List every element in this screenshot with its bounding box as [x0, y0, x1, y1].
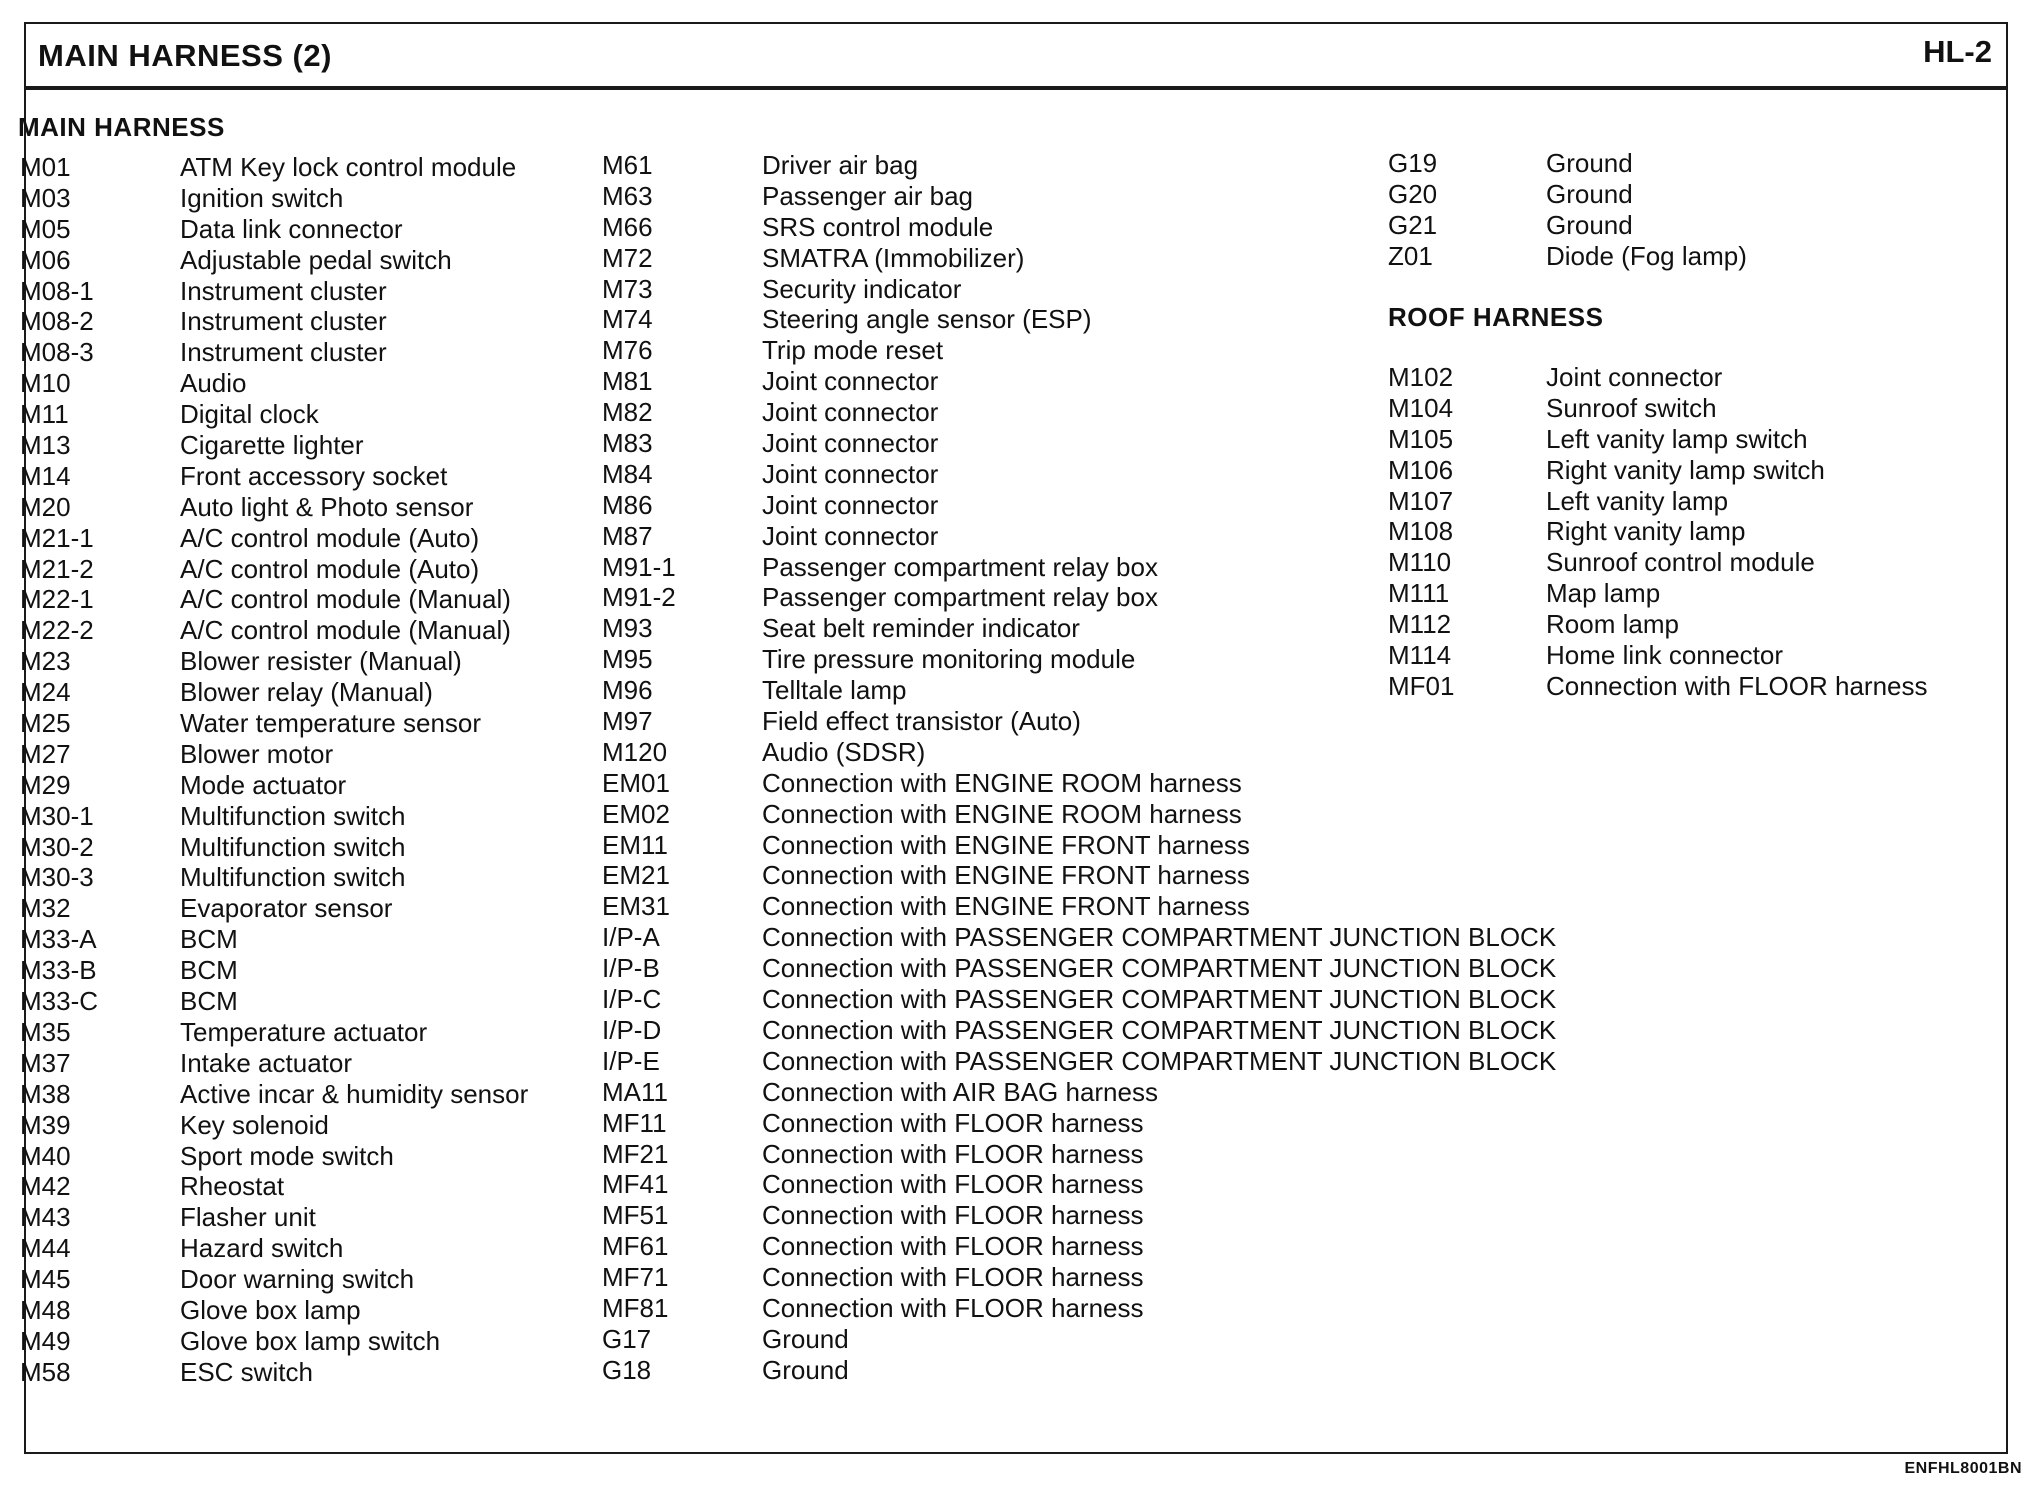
connector-entry — [20, 1264, 580, 1295]
connector-description: Connection with ENGINE ROOM harness — [762, 767, 1242, 798]
connector-description: Joint connector — [762, 489, 939, 520]
connector-code: M72 — [602, 242, 653, 273]
connector-entry — [20, 677, 580, 708]
connector-entry — [602, 737, 1662, 768]
connector-code: M14 — [20, 460, 71, 491]
connector-entry — [602, 1262, 1662, 1293]
connector-code: G21 — [1388, 209, 1438, 240]
connector-entry — [1388, 640, 1978, 671]
connector-entry — [1388, 393, 1978, 424]
connector-entry — [20, 337, 580, 368]
roof-harness-list — [1388, 362, 1978, 702]
connector-code: M105 — [1388, 423, 1454, 454]
connector-entry — [20, 430, 580, 461]
connector-entry — [1388, 516, 1978, 547]
connector-entry — [602, 1108, 1662, 1139]
connector-description: Ground — [762, 1323, 849, 1354]
connector-description: Joint connector — [1546, 362, 1723, 392]
connector-entry — [602, 1355, 1662, 1386]
connector-description: Connection with ENGINE FRONT harness — [762, 860, 1250, 891]
connector-code: M20 — [20, 491, 71, 522]
connector-code: M87 — [602, 520, 653, 551]
connector-code: MF51 — [602, 1200, 669, 1231]
connector-entry — [602, 1015, 1662, 1046]
connector-description: Cigarette lighter — [180, 430, 364, 461]
connector-description: Connection with ENGINE FRONT harness — [762, 891, 1250, 922]
header-bar — [26, 24, 2006, 90]
connector-description: Seat belt reminder indicator — [762, 613, 1080, 644]
connector-description: Blower relay (Manual) — [180, 677, 433, 708]
connector-entry — [20, 461, 580, 492]
connector-description: Glove box lamp switch — [180, 1325, 441, 1356]
connector-entry — [602, 799, 1662, 830]
connector-code: M25 — [20, 708, 71, 739]
connector-entry — [602, 830, 1662, 861]
connector-entry — [1388, 486, 1978, 517]
connector-description: BCM — [180, 955, 238, 986]
connector-code: M27 — [20, 738, 71, 769]
connector-entry — [602, 274, 1662, 305]
connector-code: M33-A — [20, 924, 97, 955]
connector-entry — [20, 986, 580, 1017]
connector-code: M86 — [602, 489, 653, 520]
connector-description: Right vanity lamp switch — [1546, 454, 1825, 485]
connector-entry — [602, 1200, 1662, 1231]
connector-description: Passenger air bag — [762, 180, 974, 211]
connector-code: M01 — [20, 152, 71, 182]
connector-entry — [1388, 609, 1978, 640]
connector-code: I/P-D — [602, 1014, 662, 1045]
connector-description: A/C control module (Manual) — [180, 584, 511, 615]
connector-entry — [602, 1139, 1662, 1170]
connector-code: G18 — [602, 1354, 652, 1385]
connector-code: EM11 — [602, 829, 668, 860]
connector-description: Trip mode reset — [762, 335, 944, 366]
connector-code: M97 — [602, 706, 653, 737]
connector-code: M84 — [602, 458, 653, 489]
connector-code: M108 — [1388, 516, 1454, 547]
connector-code: MF11 — [602, 1107, 667, 1138]
connector-entry — [20, 955, 580, 986]
connector-description: Instrument cluster — [180, 337, 387, 368]
connector-entry — [602, 1231, 1662, 1262]
connector-code: M63 — [602, 180, 653, 211]
connector-code: I/P-A — [602, 922, 660, 953]
connector-code: M58 — [20, 1356, 71, 1387]
connector-description: Door warning switch — [180, 1264, 415, 1295]
connector-description: Connection with FLOOR harness — [762, 1262, 1144, 1293]
connector-entry — [20, 1048, 580, 1079]
connector-entry — [602, 1046, 1662, 1077]
connector-entry — [1388, 148, 1978, 179]
connector-code: M91-2 — [602, 582, 676, 613]
connector-code: M24 — [20, 677, 71, 708]
connector-description: Data link connector — [180, 213, 403, 244]
connector-code: M22-1 — [20, 584, 94, 615]
connector-code: M11 — [20, 399, 69, 430]
connector-description: Left vanity lamp — [1546, 485, 1729, 516]
connector-code: MA11 — [602, 1076, 668, 1107]
connector-description: SMATRA (Immobilizer) — [762, 242, 1025, 273]
connector-description: Connection with FLOOR harness — [762, 1169, 1144, 1200]
connector-entry — [20, 615, 580, 646]
connector-code: M08-2 — [20, 306, 94, 337]
connector-entry — [20, 214, 580, 245]
connector-code: G20 — [1388, 178, 1438, 209]
connector-code: M76 — [602, 335, 653, 366]
connector-description: Instrument cluster — [180, 275, 387, 306]
main-harness-column-3 — [1388, 148, 1978, 272]
connector-description: Ground — [762, 1354, 849, 1385]
connector-description: Digital clock — [180, 399, 319, 430]
connector-code: M22-2 — [20, 615, 94, 646]
connector-description: Connection with PASSENGER COMPARTMENT JUNCTION BLOCK — [762, 1014, 1557, 1045]
connector-description: Passenger compartment relay box — [762, 582, 1158, 613]
connector-description: Multifunction switch — [180, 800, 406, 831]
connector-entry — [20, 554, 580, 585]
connector-entry — [602, 891, 1662, 922]
connector-entry — [20, 924, 580, 955]
connector-code: M08-3 — [20, 337, 94, 368]
connector-code: M93 — [602, 613, 653, 644]
connector-description: Connection with FLOOR harness — [762, 1107, 1144, 1138]
connector-entry — [20, 152, 580, 183]
connector-description: Temperature actuator — [180, 1016, 428, 1047]
connector-description: Audio — [180, 368, 247, 399]
connector-code: I/P-C — [602, 984, 662, 1015]
connector-code: M35 — [20, 1016, 71, 1047]
connector-description: Key solenoid — [180, 1109, 329, 1140]
connector-entry — [20, 523, 580, 554]
connector-description: Connection with PASSENGER COMPARTMENT JUNCTION BLOCK — [762, 953, 1557, 984]
connector-code: M111 — [1388, 578, 1450, 609]
connector-entry — [20, 276, 580, 307]
connector-entry — [20, 708, 580, 739]
connector-entry — [20, 368, 580, 399]
connector-code: M66 — [602, 211, 653, 242]
connector-description: Map lamp — [1546, 578, 1661, 609]
connector-code: MF41 — [602, 1169, 669, 1200]
connector-entry — [1388, 241, 1978, 272]
connector-entry — [1388, 362, 1978, 393]
connector-code: M61 — [602, 150, 653, 180]
connector-code: EM01 — [602, 767, 670, 798]
connector-code: M120 — [602, 736, 668, 767]
connector-code: I/P-B — [602, 953, 660, 984]
connector-description: SRS control module — [762, 211, 994, 242]
connector-description: Tire pressure monitoring module — [762, 644, 1136, 675]
connector-code: MF61 — [602, 1231, 669, 1262]
connector-code: G19 — [1388, 148, 1438, 178]
connector-description: Ground — [1546, 209, 1633, 240]
connector-entry — [20, 801, 580, 832]
connector-description: Telltale lamp — [762, 675, 907, 706]
page-title: MAIN HARNESS (2) — [38, 38, 332, 73]
connector-entry — [20, 1295, 580, 1326]
connector-description: Hazard switch — [180, 1233, 344, 1264]
main-harness-column-1 — [20, 152, 580, 1388]
connector-code: MF01 — [1388, 670, 1455, 701]
connector-description: A/C control module (Auto) — [180, 522, 480, 553]
connector-description: Blower motor — [180, 738, 334, 769]
connector-description: Front accessory socket — [180, 460, 448, 491]
connector-description: BCM — [180, 986, 238, 1017]
connector-entry — [20, 893, 580, 924]
connector-description: Multifunction switch — [180, 831, 406, 862]
connector-description: A/C control module (Manual) — [180, 615, 511, 646]
connector-code: M30-1 — [20, 800, 94, 831]
connector-code: M40 — [20, 1140, 71, 1171]
connector-code: M29 — [20, 769, 71, 800]
connector-code: M102 — [1388, 362, 1454, 392]
connector-description: Joint connector — [762, 366, 939, 397]
connector-entry — [20, 770, 580, 801]
page-code: HL-2 — [1923, 34, 1992, 69]
connector-description: Sport mode switch — [180, 1140, 394, 1171]
connector-description: Home link connector — [1546, 640, 1783, 671]
connector-code: M114 — [1388, 640, 1452, 671]
connector-description: Right vanity lamp — [1546, 516, 1746, 547]
connector-entry — [20, 1017, 580, 1048]
connector-code: M21-1 — [20, 522, 94, 553]
connector-code: M74 — [602, 304, 653, 335]
connector-code: M42 — [20, 1171, 71, 1202]
connector-code: M10 — [20, 368, 71, 399]
connector-description: Field effect transistor (Auto) — [762, 706, 1081, 737]
connector-description: Joint connector — [762, 520, 939, 551]
connector-entry — [20, 1141, 580, 1172]
connector-description: ESC switch — [180, 1356, 313, 1387]
connector-description: Sunroof switch — [1546, 392, 1717, 423]
connector-code: M05 — [20, 213, 71, 244]
connector-description: Ground — [1546, 148, 1633, 178]
main-harness-heading: MAIN HARNESS — [18, 112, 225, 142]
connector-code: M81 — [602, 366, 653, 397]
connector-code: Z01 — [1388, 240, 1433, 271]
main-harness-column-2 — [602, 150, 1662, 1386]
connector-entry — [20, 832, 580, 863]
connector-description: Adjustable pedal switch — [180, 244, 452, 275]
connector-description: Diode (Fog lamp) — [1546, 240, 1747, 271]
connector-entry — [1388, 424, 1978, 455]
connector-entry — [1388, 210, 1978, 241]
connector-code: M83 — [602, 428, 653, 459]
connector-code: I/P-E — [602, 1045, 660, 1076]
connector-description: Connection with ENGINE FRONT harness — [762, 829, 1250, 860]
connector-description: Room lamp — [1546, 609, 1679, 640]
connector-code: EM31 — [602, 891, 670, 922]
connector-description: Glove box lamp — [180, 1294, 361, 1325]
connector-entry — [20, 646, 580, 677]
connector-description: Active incar & humidity sensor — [180, 1078, 529, 1109]
connector-entry — [602, 1324, 1662, 1355]
connector-code: EM02 — [602, 798, 670, 829]
connector-description: Steering angle sensor (ESP) — [762, 304, 1092, 335]
connector-entry — [1388, 671, 1978, 702]
connector-description: Security indicator — [762, 273, 962, 304]
connector-entry — [602, 860, 1662, 891]
connector-description: Rheostat — [180, 1171, 285, 1202]
connector-code: M43 — [20, 1202, 71, 1233]
connector-entry — [20, 739, 580, 770]
connector-entry — [602, 768, 1662, 799]
connector-description: Connection with FLOOR harness — [1546, 670, 1928, 701]
connector-entry — [1388, 578, 1978, 609]
connector-code: M39 — [20, 1109, 71, 1140]
connector-code: M104 — [1388, 392, 1454, 423]
connector-code: M91-1 — [602, 551, 676, 582]
connector-description: BCM — [180, 924, 238, 955]
connector-entry — [602, 1293, 1662, 1324]
connector-entry — [20, 492, 580, 523]
connector-code: M23 — [20, 646, 71, 677]
connector-entry — [602, 984, 1662, 1015]
connector-code: M110 — [1388, 547, 1452, 578]
connector-entry — [20, 1110, 580, 1141]
connector-description: Joint connector — [762, 428, 939, 459]
connector-entry — [1388, 179, 1978, 210]
connector-code: EM21 — [602, 860, 670, 891]
connector-description: ATM Key lock control module — [180, 152, 517, 182]
connector-description: Audio (SDSR) — [762, 736, 926, 767]
connector-entry — [1388, 455, 1978, 486]
connector-code: MF21 — [602, 1138, 669, 1169]
figure-code: ENFHL8001BN — [1904, 1460, 2022, 1477]
connector-entry — [20, 862, 580, 893]
connector-description: Flasher unit — [180, 1202, 316, 1233]
connector-entry — [20, 183, 580, 214]
connector-entry — [20, 584, 580, 615]
connector-entry — [602, 922, 1662, 953]
connector-entry — [602, 706, 1662, 737]
connector-code: M32 — [20, 893, 71, 924]
connector-description: Connection with FLOOR harness — [762, 1292, 1144, 1323]
connector-code: M96 — [602, 675, 653, 706]
connector-description: Blower resister (Manual) — [180, 646, 462, 677]
roof-harness-heading: ROOF HARNESS — [1388, 302, 1604, 332]
connector-entry — [602, 1169, 1662, 1200]
connector-entry — [20, 245, 580, 276]
connector-code: MF71 — [602, 1262, 669, 1293]
connector-description: Ignition switch — [180, 182, 344, 213]
connector-code: M21-2 — [20, 553, 94, 584]
connector-entry — [602, 953, 1662, 984]
connector-description: Connection with AIR BAG harness — [762, 1076, 1158, 1107]
connector-code: M106 — [1388, 454, 1454, 485]
connector-description: Connection with PASSENGER COMPARTMENT JUNCTION BLOCK — [762, 1045, 1557, 1076]
connector-description: Evaporator sensor — [180, 893, 393, 924]
connector-description: Connection with PASSENGER COMPARTMENT JUNCTION BLOCK — [762, 922, 1557, 953]
connector-description: Mode actuator — [180, 769, 347, 800]
connector-code: M73 — [602, 273, 653, 304]
connector-code: M03 — [20, 182, 71, 213]
connector-description: Connection with FLOOR harness — [762, 1138, 1144, 1169]
connector-description: Joint connector — [762, 397, 939, 428]
connector-code: M06 — [20, 244, 71, 275]
connector-code: M13 — [20, 430, 71, 461]
connector-description: Passenger compartment relay box — [762, 551, 1158, 582]
connector-entry — [20, 1202, 580, 1233]
connector-entry — [20, 1233, 580, 1264]
connector-entry — [20, 1357, 580, 1388]
connector-description: Auto light & Photo sensor — [180, 491, 474, 522]
connector-code: M45 — [20, 1264, 71, 1295]
connector-description: Connection with FLOOR harness — [762, 1231, 1144, 1262]
connector-code: M44 — [20, 1233, 71, 1264]
connector-code: M49 — [20, 1325, 71, 1356]
connector-code: M33-B — [20, 955, 97, 986]
connector-description: A/C control module (Auto) — [180, 553, 480, 584]
connector-code: M08-1 — [20, 275, 94, 306]
connector-code: M33-C — [20, 986, 99, 1017]
connector-code: M30-3 — [20, 862, 94, 893]
connector-description: Multifunction switch — [180, 862, 406, 893]
connector-entry — [20, 399, 580, 430]
connector-entry — [20, 1326, 580, 1357]
connector-description: Intake actuator — [180, 1047, 352, 1078]
connector-code: M48 — [20, 1294, 71, 1325]
connector-entry — [1388, 547, 1978, 578]
connector-code: M37 — [20, 1047, 71, 1078]
connector-description: Ground — [1546, 178, 1633, 209]
connector-code: M112 — [1388, 609, 1452, 640]
connector-entry — [602, 1077, 1662, 1108]
connector-code: MF81 — [602, 1292, 669, 1323]
connector-description: Driver air bag — [762, 150, 919, 180]
connector-entry — [20, 306, 580, 337]
connector-description: Left vanity lamp switch — [1546, 423, 1808, 454]
connector-code: M107 — [1388, 485, 1454, 516]
connector-code: M30-2 — [20, 831, 94, 862]
connector-code: M82 — [602, 397, 653, 428]
connector-code: G17 — [602, 1323, 652, 1354]
connector-description: Sunroof control module — [1546, 547, 1815, 578]
connector-description: Connection with PASSENGER COMPARTMENT JUNCTION BLOCK — [762, 984, 1557, 1015]
connector-entry — [20, 1171, 580, 1202]
connector-entry — [20, 1079, 580, 1110]
connector-description: Water temperature sensor — [180, 708, 482, 739]
connector-description: Joint connector — [762, 458, 939, 489]
connector-description: Instrument cluster — [180, 306, 387, 337]
connector-code: M95 — [602, 644, 653, 675]
connector-description: Connection with ENGINE ROOM harness — [762, 798, 1242, 829]
connector-description: Connection with FLOOR harness — [762, 1200, 1144, 1231]
connector-code: M38 — [20, 1078, 71, 1109]
